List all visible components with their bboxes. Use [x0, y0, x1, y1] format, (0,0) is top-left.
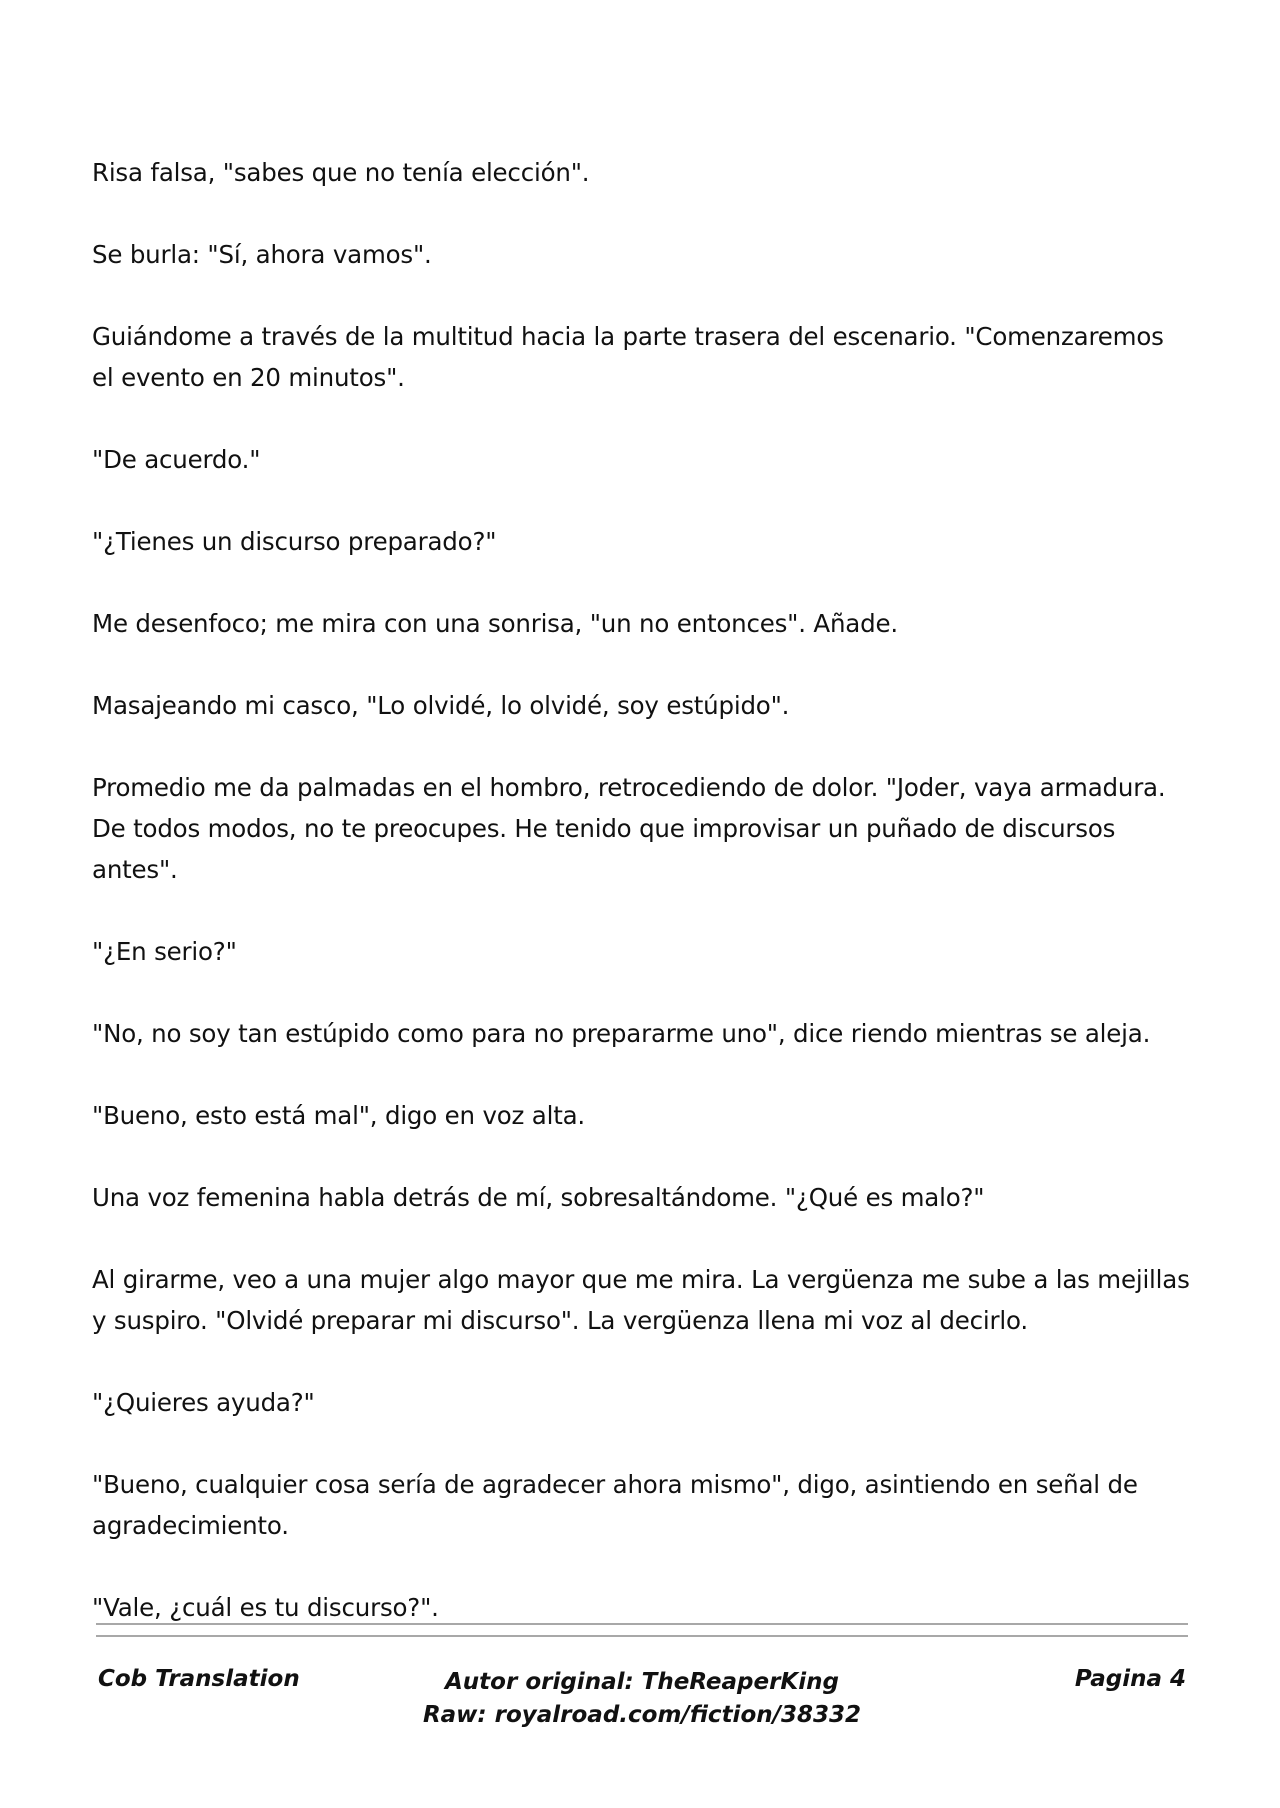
paragraph: "Vale, ¿cuál es tu discurso?".	[92, 1593, 439, 1622]
footer-divider-bottom	[96, 1635, 1188, 1637]
paragraph: "¿Quieres ayuda?"	[92, 1388, 315, 1417]
footer-divider-top	[96, 1623, 1188, 1625]
footer-credits	[96, 1666, 1188, 1732]
footer-raw-source: Raw: royalroad.com/fiction/38332	[422, 1702, 862, 1728]
paragraph: "De acuerdo."	[92, 445, 261, 474]
page-footer	[96, 1660, 1188, 1740]
paragraph: Masajeando mi casco, "Lo olvidé, lo olvidé, soy estúpido".	[92, 691, 790, 720]
paragraph: Me desenfoco; me mira con una sonrisa, "un no entonces". Añade.	[92, 609, 898, 638]
paragraph: Promedio me da palmadas en el hombro, retrocediendo de dolor. "Joder, vaya armadura. De todos modos, no te preocupes. He tenido que improvisar un puñado de discursos antes".	[92, 773, 1166, 884]
footer-translator: Cob Translation	[98, 1666, 300, 1692]
footer-author: Autor original: TheReaperKing	[445, 1669, 839, 1695]
paragraph: Guiándome a través de la multitud hacia la parte trasera del escenario. "Comenzaremos el evento en 20 minutos".	[92, 322, 1164, 392]
paragraph: "Bueno, esto está mal", digo en voz alta.	[92, 1101, 586, 1130]
paragraph: "Bueno, cualquier cosa sería de agradecer ahora mismo", digo, asintiendo en señal de agradecimiento.	[92, 1470, 1138, 1540]
page-body	[92, 152, 1192, 1669]
paragraph: "No, no soy tan estúpido como para no prepararme uno", dice riendo mientras se aleja.	[92, 1019, 1151, 1048]
paragraph: Se burla: "Sí, ahora vamos".	[92, 240, 432, 269]
paragraph: Una voz femenina habla detrás de mí, sobresaltándome. "¿Qué es malo?"	[92, 1183, 985, 1212]
footer-page-number: Pagina 4	[1074, 1666, 1186, 1692]
paragraph: "¿Tienes un discurso preparado?"	[92, 527, 497, 556]
paragraph: "¿En serio?"	[92, 937, 237, 966]
paragraph: Al girarme, veo a una mujer algo mayor que me mira. La vergüenza me sube a las mejillas y suspiro. "Olvidé preparar mi discurso". La vergüenza llena mi voz al decirlo.	[92, 1265, 1190, 1335]
paragraph: Risa falsa, "sabes que no tenía elección".	[92, 158, 590, 187]
